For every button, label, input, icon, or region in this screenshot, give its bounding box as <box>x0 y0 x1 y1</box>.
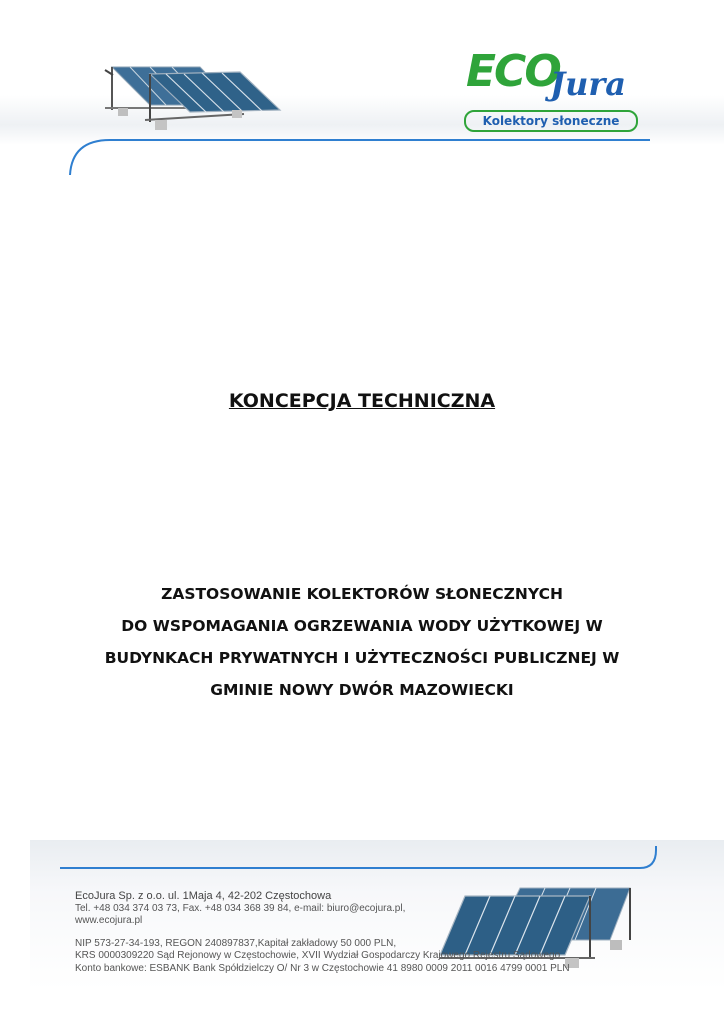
subtitle-line: GMINIE NOWY DWÓR MAZOWIECKI <box>210 681 514 699</box>
logo-eco-text: ECO <box>466 46 560 97</box>
ecojura-logo <box>462 46 642 135</box>
subtitle-line: DO WSPOMAGANIA OGRZEWANIA WODY UŻYTKOWEJ W <box>121 617 603 635</box>
footer-company-info <box>75 890 595 975</box>
footer-accent-line <box>60 846 656 868</box>
document-subtitle <box>40 578 684 706</box>
page-footer <box>0 840 724 1024</box>
subtitle-line: BUDYNKACH PRYWATNYCH I UŻYTECZNOŚCI PUBLICZNEJ W <box>104 649 620 667</box>
footer-bank: Konto bankowe: ESBANK Bank Spółdzielczy O/ Nr 3 w Częstochowie 41 8980 0009 2011 0016 4799 0001 PLN <box>75 962 570 974</box>
document-title: KONCEPCJA TECHNICZNA <box>228 390 496 412</box>
footer-contact: Tel. +48 034 374 03 73, Fax. +48 034 368 39 84, e-mail: biuro@ecojura.pl, <box>75 902 406 914</box>
footer-krs: KRS 0000309220 Sąd Rejonowy w Częstochowie, XVII Wydział Gospodarczy Krajowego Rejestru Sądowego <box>75 950 561 961</box>
footer-website: www.ecojura.pl <box>75 915 143 926</box>
subtitle-line: ZASTOSOWANIE KOLEKTORÓW SŁONECZNYCH <box>161 585 563 603</box>
page-header <box>0 0 724 175</box>
logo-badge: Kolektory słoneczne <box>464 110 638 132</box>
logo-jura-text: Jura <box>550 65 626 103</box>
footer-company-address: EcoJura Sp. z o.o. ul. 1Maja 4, 42-202 Częstochowa <box>75 890 332 902</box>
footer-registry: NIP 573-27-34-193, REGON 240897837,Kapitał zakładowy 50 000 PLN, <box>75 937 397 949</box>
header-accent-line <box>70 140 650 175</box>
